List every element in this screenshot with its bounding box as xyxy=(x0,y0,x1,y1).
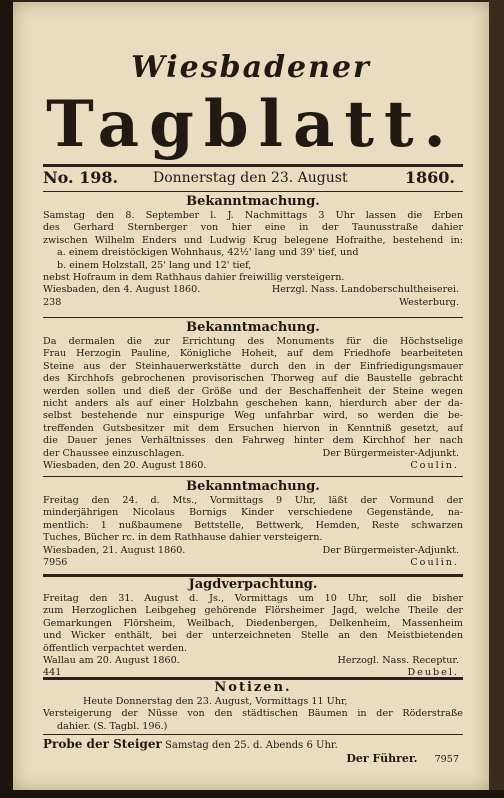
dateline xyxy=(43,168,463,188)
notice-4-signature: Deubel. xyxy=(407,667,459,679)
newspaper-page xyxy=(13,2,489,790)
notice-4-authority: Herzogl. Nass. Receptur. xyxy=(337,655,459,667)
notice-1-signature: Westerburg. xyxy=(399,296,459,308)
footer-bold-text: Probe der Steiger xyxy=(43,737,162,751)
rule-2 xyxy=(43,476,463,477)
notizen-title: Notizen. xyxy=(214,680,292,695)
notizen-line: dahier. (S. Tagbl. 196.) xyxy=(57,720,168,732)
notice-line: Steine aus der Steinhauerwerkstätte durch den in der Einfriedigungsmauer xyxy=(43,360,463,372)
notice-line: Gemarkungen Flörsheim, Weilbach, Diedenbergen, Delkenheim, Massenheim xyxy=(43,617,463,629)
notice-2 xyxy=(43,320,463,472)
notice-line: Tuches, Bücher rc. in dem Rathhause dahier versteigern. xyxy=(43,532,323,544)
notice-line: und Wicker enthält, bei der unterzeichneten Stelle an den Meistbietenden xyxy=(43,630,463,642)
notice-2-signature: Coulin. xyxy=(410,460,459,472)
notice-line: zwischen Wilhelm Enders und Ludwig Krug belegene Hofraithe, bestehend in: xyxy=(43,234,463,246)
issue-year: 1860. xyxy=(404,168,455,187)
notice-3-number: 7956 xyxy=(43,557,68,569)
notice-line: der Chaussee einzuschlagen. xyxy=(43,447,185,459)
footer-signature: Der Führer. xyxy=(346,752,418,765)
notice-line: Freitag den 31. August d. Js., Vormittags um 10 Uhr, soll die bisher xyxy=(43,593,463,604)
notice-4-number: 441 xyxy=(43,667,62,679)
issue-number: No. 198. xyxy=(43,168,119,187)
notice-2-title: Bekanntmachung. xyxy=(186,320,320,335)
notice-line: a. einem dreistöckigen Wohnhaus, 42½' lang und 39' tief, und xyxy=(57,247,359,259)
notice-4 xyxy=(43,577,463,680)
notice-1-title: Bekanntmachung. xyxy=(186,194,320,209)
notice-2-place-date: Wiesbaden, den 20. August 1860. xyxy=(43,460,207,472)
notice-4-title: Jagdverpachtung. xyxy=(188,577,318,592)
notice-line: des Kirchhofs gebrochenen provisorischen Thorweg auf die Baustelle gebracht xyxy=(43,373,463,385)
footer-number: 7957 xyxy=(434,754,459,765)
notice-3-title: Bekanntmachung. xyxy=(186,479,320,494)
issue-date: Donnerstag den 23. August xyxy=(153,170,348,186)
rule-top xyxy=(43,164,463,167)
masthead-line1: Wiesbadener xyxy=(131,50,371,85)
rule-dateline xyxy=(43,191,463,192)
notice-line: Freitag den 24. d. Mts., Vormittags 9 Uhr, läßt der Vormund der xyxy=(43,495,463,506)
notice-line: minderjährigen Nicolaus Bornigs Kinder verschiedene Gegenstände, na- xyxy=(43,507,463,519)
notice-line: selbst bestehende nur einspurige Weg unfahrbar wird, so werden die be- xyxy=(43,410,463,422)
notice-line: des Gerhard Sternberger von hier eine in der Taunusstraße dahier xyxy=(43,222,463,234)
notice-line: b. einem Holzstall, 25' lang und 12' tief, xyxy=(57,259,252,271)
scan-right-edge xyxy=(489,0,504,798)
notice-1-authority: Herzgl. Nass. Landoberschultheiserei. xyxy=(271,284,459,296)
notice-2-authority: Der Bürgermeister-Adjunkt. xyxy=(322,447,459,459)
notice-line: treffenden Gutsbesitzer mit dem Ersuchen hiervon in Kenntniß gesetzt, auf xyxy=(43,422,463,434)
scan-left-edge xyxy=(0,0,13,798)
notizen xyxy=(43,680,463,733)
notizen-line: Heute Donnerstag den 23. August, Vormittags 11 Uhr, xyxy=(83,696,348,707)
notice-line: Frau Herzogin Pauline, Königliche Hoheit, auf dem Friedhofe bearbeiteten xyxy=(43,348,463,360)
notizen-line: Versteigerung der Nüsse von den städtischen Bäumen in der Röderstraße xyxy=(43,708,463,720)
notice-line: mentlich: 1 nußbaumene Bettstelle, Bettwerk, Hemden, Reste schwarzen xyxy=(43,519,463,531)
notice-line: nicht anders als auf einer Holzbahn geschehen kann, hierdurch aber der da- xyxy=(43,398,463,410)
notice-3-signature: Coulin. xyxy=(410,557,459,569)
notice-line: nebst Hofraum in dem Rathhaus dahier freiwillig versteigern. xyxy=(43,272,345,284)
rule-5 xyxy=(43,734,463,735)
rule-1 xyxy=(43,317,463,318)
masthead-title: Tagblatt. xyxy=(46,87,456,162)
scan-bottom-edge xyxy=(0,790,504,798)
notice-line: die Dauer jenes Verhältnisses den Fahrweg hinter dem Kirchhof her nach xyxy=(43,435,463,447)
notice-line: Samstag den 8. September l. J. Nachmittags 3 Uhr lassen die Erben xyxy=(43,210,463,221)
notice-3 xyxy=(43,479,463,569)
footer-notice xyxy=(43,737,463,767)
notice-1-number: 238 xyxy=(43,296,62,308)
notice-4-place-date: Wallau am 20. August 1860. xyxy=(43,655,180,667)
notice-line: werden sollen und dieß der Größe und der Beschaffenheit der Steine wegen xyxy=(43,385,463,397)
notice-3-place-date: Wiesbaden, 21. August 1860. xyxy=(43,544,186,556)
notice-line: zum Herzoglichen Leibgeheg gehörende Flörsheimer Jagd, welche Theile der xyxy=(43,605,463,617)
notice-1 xyxy=(43,194,463,309)
footer-text: Samstag den 25. d. Abends 6 Uhr. xyxy=(165,740,338,751)
notice-3-authority: Der Bürgermeister-Adjunkt. xyxy=(322,544,459,556)
notice-line: Da dermalen die zur Errichtung des Monuments für die Höchstselige xyxy=(43,336,463,347)
notice-1-place-date: Wiesbaden, den 4. August 1860. xyxy=(43,284,201,296)
notice-line: öffentlich verpachtet werden. xyxy=(43,642,188,654)
